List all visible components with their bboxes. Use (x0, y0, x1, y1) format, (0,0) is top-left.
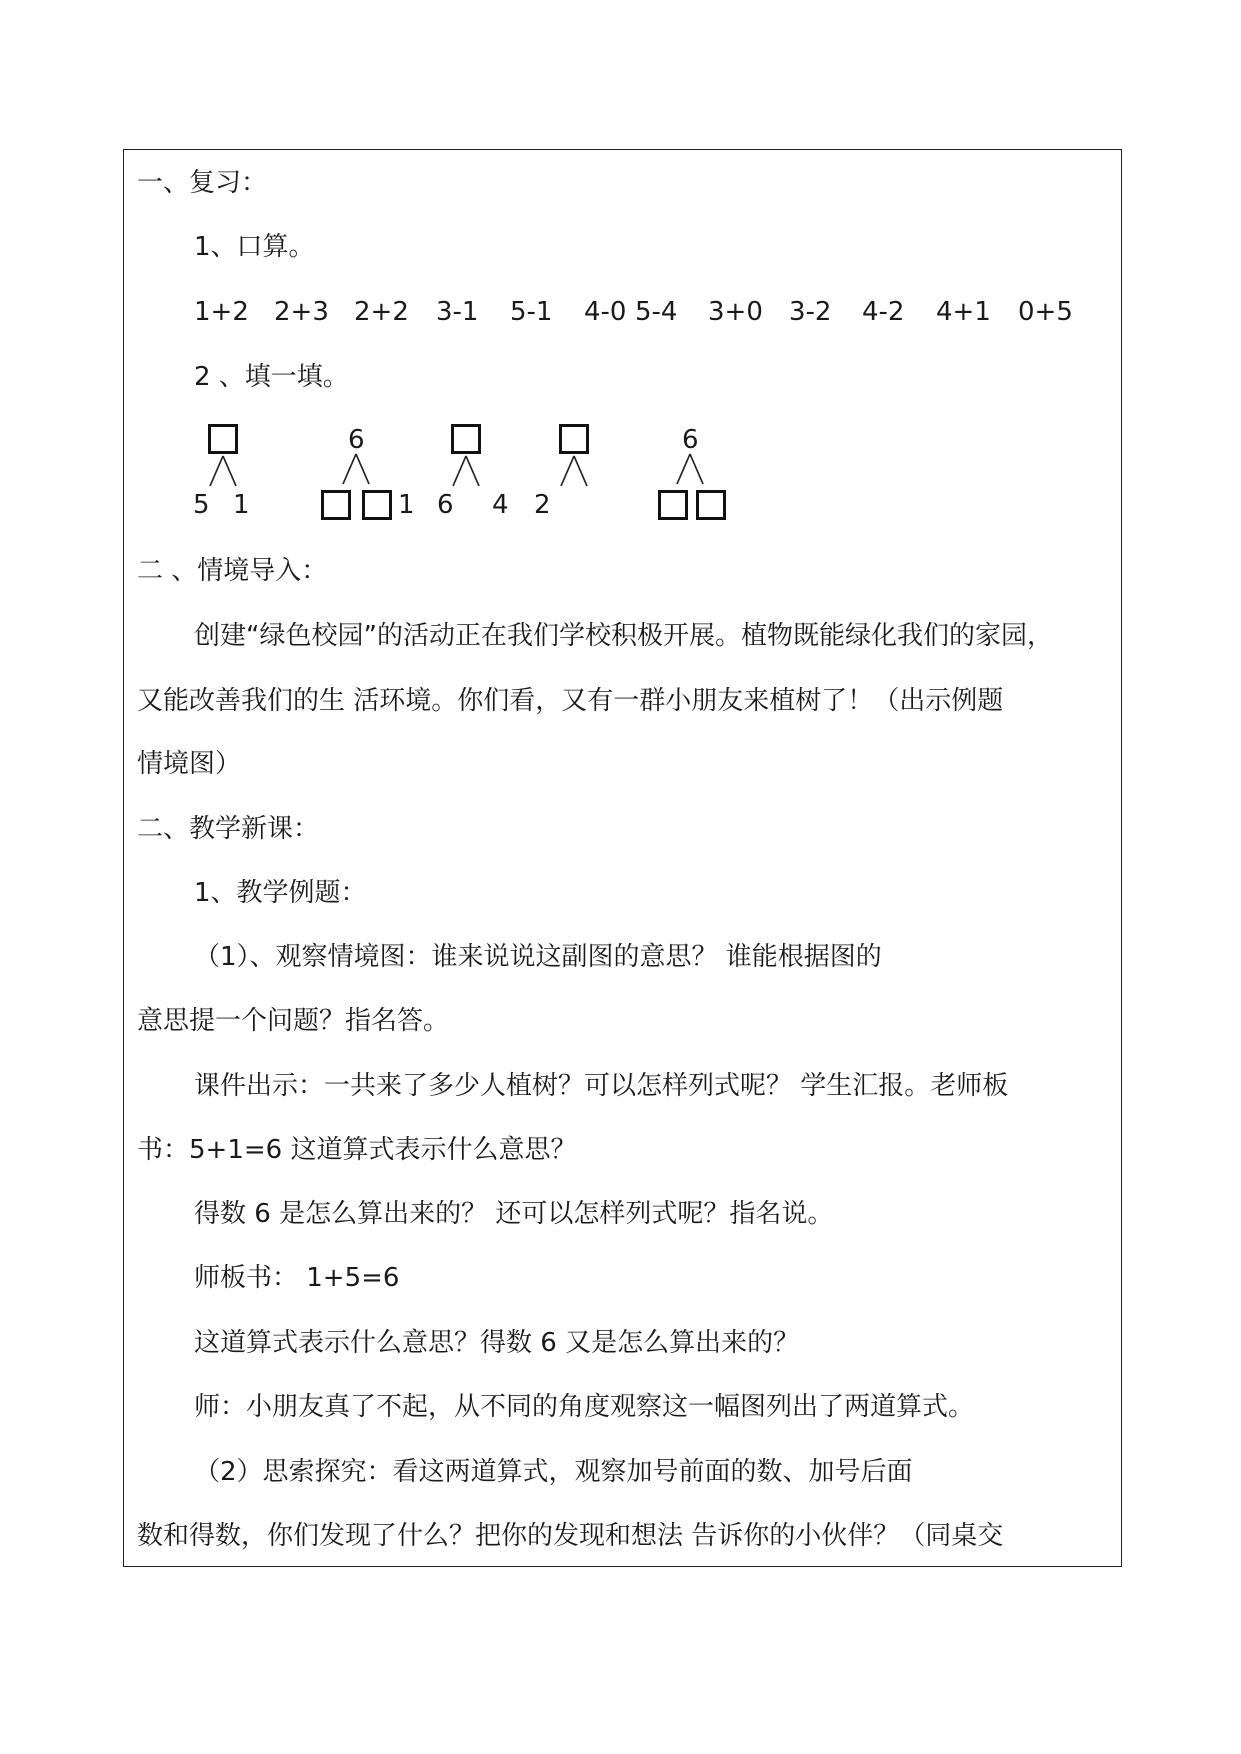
paragraph: 这道算式表示什么意思？得数 6 又是怎么算出来的？ (194, 1328, 800, 1358)
answer-box[interactable] (451, 424, 481, 454)
paragraph: 书：5+1=6 这道算式表示什么意思？ (137, 1135, 577, 1165)
arith-item: 4+1 (936, 297, 991, 327)
bond-number: 5 (193, 490, 210, 520)
fill-in-label: 2 、填一填。 (194, 362, 349, 392)
paragraph: （1）、观察情境图：谁来说说这副图的意思？ 谁能根据图的 (194, 942, 882, 972)
paragraph: （2）思索探究：看这两道算式，观察加号前面的数、加号后面 (194, 1457, 913, 1487)
answer-box[interactable] (658, 490, 688, 520)
answer-box[interactable] (362, 490, 392, 520)
paragraph: 师板书： 1+5=6 (194, 1263, 400, 1293)
arith-item: 4-2 (862, 297, 905, 327)
example-label: 1、教学例题： (194, 878, 367, 908)
answer-box[interactable] (208, 424, 238, 454)
arith-item: 2+3 (274, 297, 329, 327)
paragraph: 课件出示：一共来了多少人植树？可以怎样列式呢？ 学生汇报。老师板 (194, 1071, 1009, 1101)
section-new-lesson-heading: 二、教学新课： (137, 814, 320, 844)
paragraph: 情境图） (137, 749, 242, 779)
paragraph: 数和得数，你们发现了什么？把你的发现和想法 告诉你的小伙伴？（同桌交 (137, 1521, 1004, 1551)
bond-number: 6 (682, 425, 699, 455)
bond-number: 1 (233, 490, 250, 520)
paragraph: 又能改善我们的生 活环境。你们看，又有一群小朋友来植树了！（出示例题 (137, 686, 1004, 716)
bond-number: 1 (398, 490, 415, 520)
section-scenario-heading: 二 、情境导入： (137, 556, 328, 586)
arith-item: 2+2 (354, 297, 409, 327)
answer-box[interactable] (559, 424, 589, 454)
bond-number: 2 (534, 490, 551, 520)
arith-item: 0+5 (1018, 297, 1073, 327)
arith-item: 3-2 (789, 297, 832, 327)
bond-number: 4 (492, 490, 509, 520)
answer-box[interactable] (696, 490, 726, 520)
arith-item: 3+0 (708, 297, 763, 327)
arith-item: 5-4 (635, 297, 678, 327)
paragraph: 创建“绿色校园”的活动正在我们学校积极开展。植物既能绿化我们的家园， (194, 621, 1053, 651)
oral-calc-label: 1、口算。 (194, 232, 315, 262)
paragraph: 师：小朋友真了不起，从不同的角度观察这一幅图列出了两道算式。 (194, 1392, 975, 1422)
paragraph: 意思提一个问题？指名答。 (137, 1006, 450, 1036)
arith-item: 4-0 (584, 297, 627, 327)
arith-item: 1+2 (194, 297, 249, 327)
bond-number: 6 (348, 425, 365, 455)
section-review-heading: 一、复习： (137, 168, 268, 198)
arith-item: 3-1 (436, 297, 479, 327)
answer-box[interactable] (321, 490, 351, 520)
arith-item: 5-1 (510, 297, 553, 327)
paragraph: 得数 6 是怎么算出来的？ 还可以怎样列式呢？指名说。 (194, 1199, 834, 1229)
bond-number: 6 (437, 490, 454, 520)
